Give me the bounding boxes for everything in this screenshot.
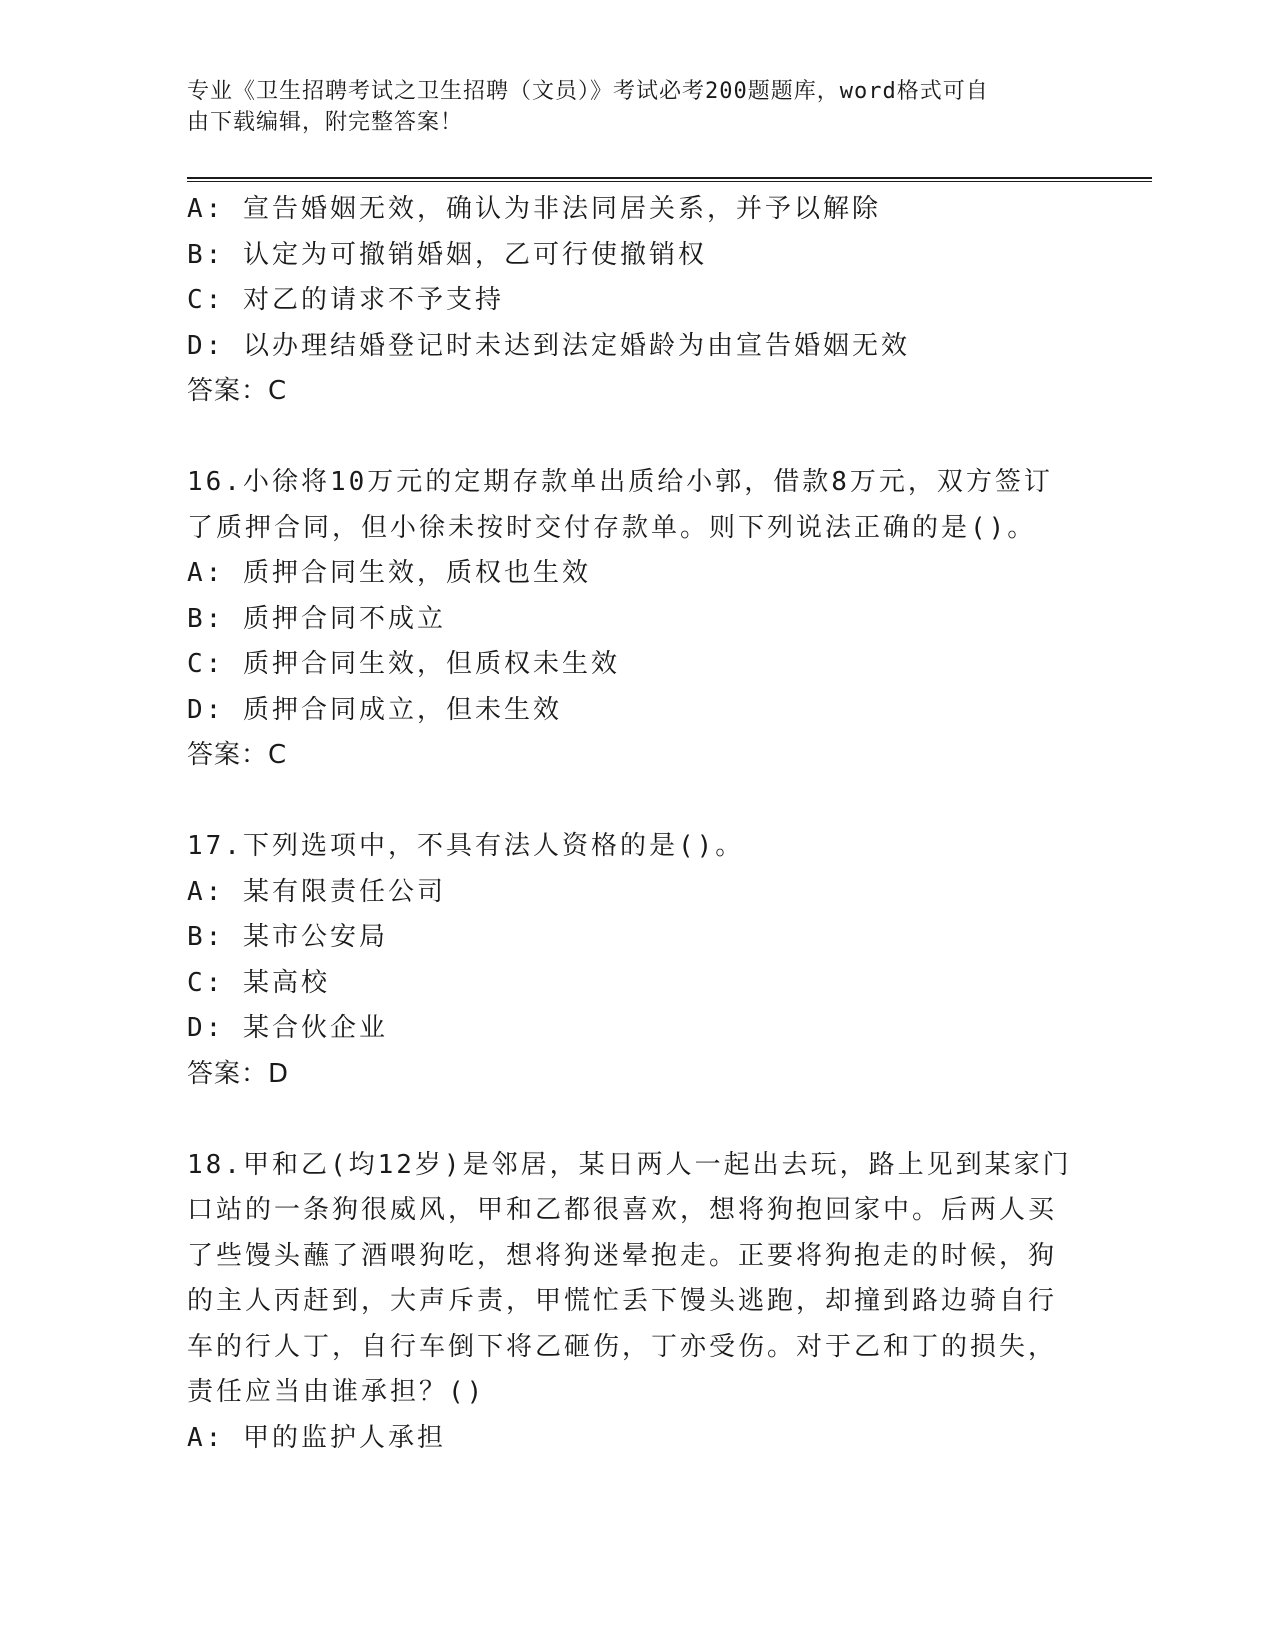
option-line: C: 对乙的请求不予支持 <box>187 285 504 315</box>
option-line: C: 质押合同生效，但质权未生效 <box>187 649 620 679</box>
question-line: 16.小徐将10万元的定期存款单出质给小郭，借款8万元，双方签订 <box>187 467 1053 497</box>
question-line: 责任应当由谁承担？() <box>187 1377 486 1407</box>
block-spacer <box>187 779 1067 825</box>
document-header <box>187 76 1067 138</box>
option-line: A: 质押合同生效，质权也生效 <box>187 558 591 588</box>
question-line: 17.下列选项中，不具有法人资格的是()。 <box>187 831 745 861</box>
question-line: 了质押合同，但小徐未按时交付存款单。则下列说法正确的是()。 <box>187 512 1037 543</box>
question-line: 了些馒头蘸了酒喂狗吃，想将狗迷晕抱走。正要将狗抱走的时候，狗 <box>187 1240 1058 1271</box>
header-rule-thick <box>187 177 1152 179</box>
option-line: B: 质押合同不成立 <box>187 603 446 634</box>
question-line: 口站的一条狗很威风，甲和乙都很喜欢，想将狗抱回家中。后两人买 <box>187 1195 1058 1225</box>
option-line: A: 宣告婚姻无效，确认为非法同居关系，并予以解除 <box>187 194 881 224</box>
option-line: B: 认定为可撤销婚姻，乙可行使撤销权 <box>187 239 707 270</box>
option-line: D: 某合伙企业 <box>187 1013 388 1043</box>
header-line-2: 由下载编辑，附完整答案！ <box>187 110 464 135</box>
option-line: C: 某高校 <box>187 967 330 998</box>
block-spacer <box>187 1097 1067 1143</box>
question-content <box>187 187 1072 1461</box>
header-line-1: 专业《卫生招聘考试之卫生招聘（文员）》考试必考200题题库，word格式可自 <box>187 79 989 104</box>
block-spacer <box>187 415 1067 461</box>
answer-line: 答案：C <box>187 740 288 770</box>
answer-line: 答案：D <box>187 1058 290 1089</box>
option-line: A: 某有限责任公司 <box>187 876 446 907</box>
option-line: D: 以办理结婚登记时未达到法定婚龄为由宣告婚姻无效 <box>187 330 910 361</box>
question-line: 18.甲和乙(均12岁)是邻居，某日两人一起出去玩，路上见到某家门 <box>187 1149 1072 1180</box>
option-line: A: 甲的监护人承担 <box>187 1422 446 1453</box>
answer-line: 答案：C <box>187 376 288 406</box>
option-line: B: 某市公安局 <box>187 922 388 952</box>
header-rule-thin <box>187 181 1152 182</box>
option-line: D: 质押合同成立，但未生效 <box>187 694 562 725</box>
question-line: 的主人丙赶到，大声斥责，甲慌忙丢下馒头逃跑，却撞到路边骑自行 <box>187 1286 1058 1316</box>
question-line: 车的行人丁，自行车倒下将乙砸伤，丁亦受伤。对于乙和丁的损失， <box>187 1331 1058 1362</box>
